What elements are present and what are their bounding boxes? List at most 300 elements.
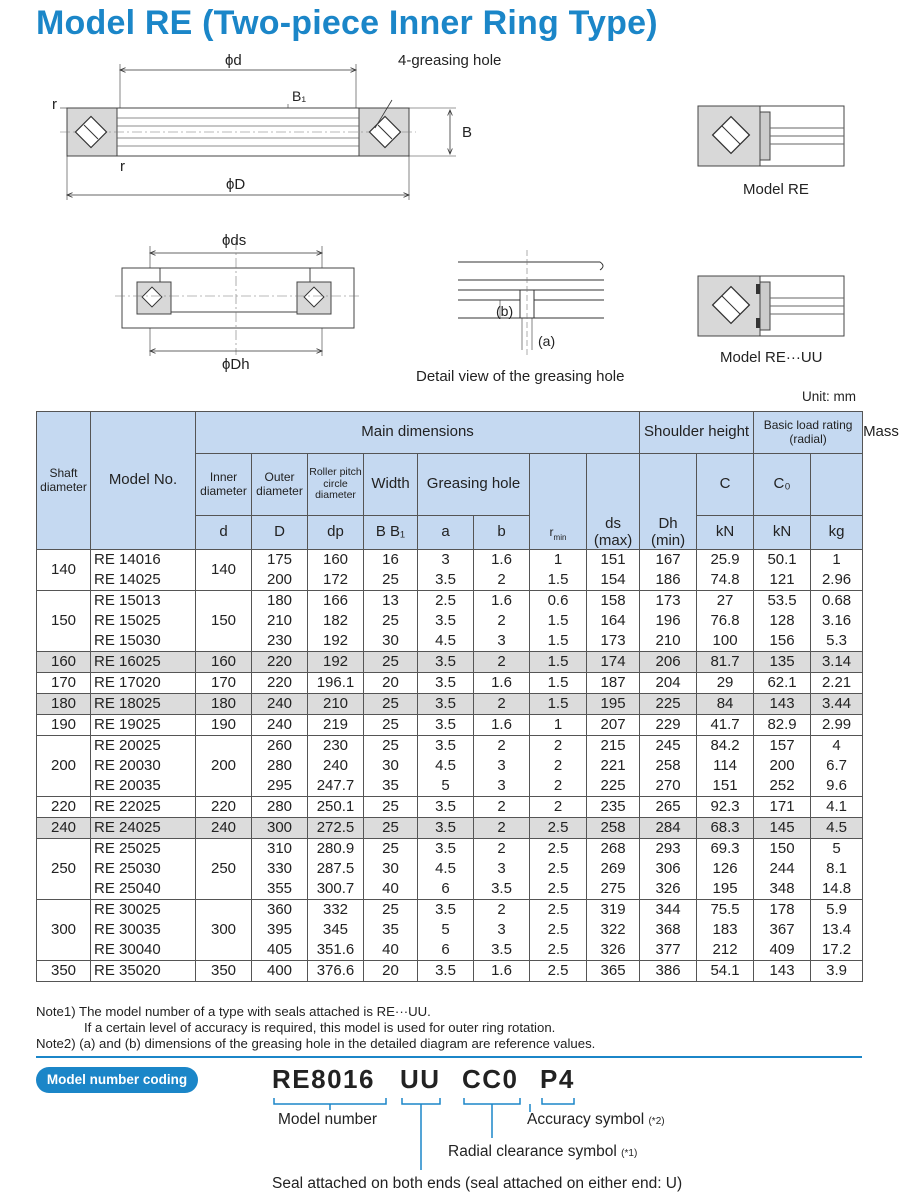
note-1: Note1) The model number of a type with seals attached is RE···UU.: [36, 1004, 431, 1019]
cell-mass: 14.8: [811, 879, 863, 900]
cell-a: 3.5: [418, 570, 474, 591]
cell-r: 0.6: [530, 591, 587, 612]
cell-C: 195: [697, 879, 754, 900]
cell-Dh: 204: [640, 673, 697, 694]
cell-C: 84: [697, 694, 754, 715]
cell-B: 25: [364, 900, 418, 921]
cell-dp: 376.6: [308, 961, 364, 982]
cell-D: 405: [252, 940, 308, 961]
cell-d: 180: [196, 694, 252, 715]
cell-d: 150: [196, 591, 252, 652]
cell-B: 40: [364, 940, 418, 961]
cell-model: RE 20030: [91, 756, 196, 776]
cell-shaft: 220: [37, 797, 91, 818]
header-c0: C₀: [754, 454, 811, 516]
cell-mass: 0.68: [811, 591, 863, 612]
table-row: [37, 611, 863, 631]
cell-r: 2.5: [530, 859, 587, 879]
r-label-top: r: [52, 96, 57, 113]
table-row: [37, 652, 863, 673]
cell-mass: 5: [811, 839, 863, 860]
cell-b: 2: [474, 797, 530, 818]
cell-b: 2: [474, 652, 530, 673]
cell-C0: 135: [754, 652, 811, 673]
cell-Dh: 258: [640, 756, 697, 776]
cell-shaft: 250: [37, 839, 91, 900]
cell-mass: 8.1: [811, 859, 863, 879]
r-label-bottom: r: [120, 158, 125, 175]
cell-ds: 322: [587, 920, 640, 940]
cell-r: 1.5: [530, 611, 587, 631]
cell-C0: 143: [754, 694, 811, 715]
header-inner: Inner diameter: [196, 454, 252, 516]
cell-dp: 240: [308, 756, 364, 776]
header-kn-c: kN: [697, 516, 754, 550]
table-row: [37, 879, 863, 900]
header-ds: ds (max): [587, 454, 640, 550]
cell-C0: 157: [754, 736, 811, 757]
cell-a: 3.5: [418, 818, 474, 839]
cell-b: 3.5: [474, 940, 530, 961]
cell-r: 2.5: [530, 940, 587, 961]
cell-model: RE 30025: [91, 900, 196, 921]
cell-C: 84.2: [697, 736, 754, 757]
cell-mass: 2.99: [811, 715, 863, 736]
cell-a: 3.5: [418, 839, 474, 860]
cell-ds: 319: [587, 900, 640, 921]
detail-caption: Detail view of the greasing hole: [416, 368, 625, 385]
shoulder-diagram: [115, 240, 360, 356]
cell-mass: 5.3: [811, 631, 863, 652]
cell-Dh: 265: [640, 797, 697, 818]
cell-Dh: 326: [640, 879, 697, 900]
cell-shaft: 350: [37, 961, 91, 982]
cell-C: 41.7: [697, 715, 754, 736]
table-row: [37, 591, 863, 612]
cell-C0: 200: [754, 756, 811, 776]
cell-mass: 3.44: [811, 694, 863, 715]
cell-mass: 4: [811, 736, 863, 757]
cell-b: 1.6: [474, 715, 530, 736]
header-bb1: B B₁: [364, 516, 418, 550]
note-2: Note2) (a) and (b) dimensions of the greasing hole in the detailed diagram are reference values.: [36, 1036, 596, 1051]
cell-r: 1.5: [530, 652, 587, 673]
cell-Dh: 167: [640, 550, 697, 571]
phi-D-label: ϕD: [226, 176, 246, 193]
cell-b: 3: [474, 859, 530, 879]
cell-a: 4.5: [418, 756, 474, 776]
cell-b: 2: [474, 570, 530, 591]
cell-Dh: 186: [640, 570, 697, 591]
cell-model: RE 15025: [91, 611, 196, 631]
cell-mass: 17.2: [811, 940, 863, 961]
cell-B: 25: [364, 715, 418, 736]
cell-D: 175: [252, 550, 308, 571]
cell-D: 355: [252, 879, 308, 900]
cell-a: 3.5: [418, 694, 474, 715]
header-b: b: [474, 516, 530, 550]
cell-b: 2: [474, 818, 530, 839]
table-row: [37, 550, 863, 571]
cell-b: 1.6: [474, 673, 530, 694]
cell-Dh: 225: [640, 694, 697, 715]
header-mass-blank: [811, 454, 863, 516]
cell-model: RE 25040: [91, 879, 196, 900]
cell-shaft: 140: [37, 550, 91, 591]
cell-a: 3.5: [418, 736, 474, 757]
cell-C: 76.8: [697, 611, 754, 631]
cell-Dh: 293: [640, 839, 697, 860]
table-row: [37, 673, 863, 694]
cell-C: 25.9: [697, 550, 754, 571]
phi-dh-label: ϕDh: [222, 356, 250, 373]
cell-B: 35: [364, 776, 418, 797]
cell-model: RE 18025: [91, 694, 196, 715]
cell-B: 20: [364, 673, 418, 694]
cell-shaft: 300: [37, 900, 91, 961]
cell-D: 210: [252, 611, 308, 631]
table-row: [37, 940, 863, 961]
cell-dp: 172: [308, 570, 364, 591]
cell-r: 2: [530, 776, 587, 797]
code-seal: UU: [400, 1064, 441, 1094]
cell-mass: 3.14: [811, 652, 863, 673]
cell-d: 170: [196, 673, 252, 694]
cell-C: 114: [697, 756, 754, 776]
cell-dp: 160: [308, 550, 364, 571]
cell-D: 260: [252, 736, 308, 757]
cell-model: RE 25025: [91, 839, 196, 860]
cell-Dh: 210: [640, 631, 697, 652]
table-row: [37, 900, 863, 921]
cell-r: 2.5: [530, 900, 587, 921]
cell-ds: 225: [587, 776, 640, 797]
cell-dp: 247.7: [308, 776, 364, 797]
cell-ds: 173: [587, 631, 640, 652]
table-row: [37, 920, 863, 940]
header-load-rating: Basic load rating (radial): [754, 412, 863, 454]
table-row: [37, 631, 863, 652]
b-detail-label: (b): [496, 303, 514, 319]
cell-dp: 166: [308, 591, 364, 612]
cell-b: 2: [474, 839, 530, 860]
cell-dp: 219: [308, 715, 364, 736]
cell-d: 190: [196, 715, 252, 736]
cell-b: 3: [474, 920, 530, 940]
cell-a: 3.5: [418, 611, 474, 631]
cell-dp: 192: [308, 652, 364, 673]
table-row: [37, 839, 863, 860]
cell-Dh: 344: [640, 900, 697, 921]
cell-C: 126: [697, 859, 754, 879]
cell-shaft: 170: [37, 673, 91, 694]
cell-ds: 195: [587, 694, 640, 715]
cell-ds: 151: [587, 550, 640, 571]
cell-model: RE 14016: [91, 550, 196, 571]
cell-a: 5: [418, 776, 474, 797]
cell-shaft: 150: [37, 591, 91, 652]
header-dh: Dh (min): [640, 454, 697, 550]
cell-b: 2: [474, 736, 530, 757]
cell-C0: 150: [754, 839, 811, 860]
cell-a: 3.5: [418, 673, 474, 694]
cell-dp: 182: [308, 611, 364, 631]
cell-dp: 300.7: [308, 879, 364, 900]
cell-a: 3: [418, 550, 474, 571]
header-kn-c0: kN: [754, 516, 811, 550]
cell-C: 54.1: [697, 961, 754, 982]
cell-C0: 128: [754, 611, 811, 631]
cell-a: 3.5: [418, 961, 474, 982]
cell-D: 280: [252, 797, 308, 818]
label-seal: Seal attached on both ends (seal attached on either end: U): [272, 1175, 683, 1192]
cell-shaft: 200: [37, 736, 91, 797]
cell-dp: 250.1: [308, 797, 364, 818]
cell-b: 1.6: [474, 961, 530, 982]
label-accuracy: Accuracy symbol (*2): [527, 1111, 665, 1128]
b-label: B: [462, 124, 473, 141]
cell-D: 200: [252, 570, 308, 591]
cell-model: RE 35020: [91, 961, 196, 982]
code-clearance: CC0: [462, 1064, 519, 1094]
cell-b: 1.6: [474, 550, 530, 571]
header-rmin: $r_{min}$: [530, 454, 587, 550]
cell-C0: 53.5: [754, 591, 811, 612]
cell-dp: 230: [308, 736, 364, 757]
cell-B: 25: [364, 694, 418, 715]
cell-C: 69.3: [697, 839, 754, 860]
cell-model: RE 25030: [91, 859, 196, 879]
cell-ds: 164: [587, 611, 640, 631]
cell-C: 81.7: [697, 652, 754, 673]
cell-mass: 3.16: [811, 611, 863, 631]
model-re-diagram: [698, 106, 844, 166]
cell-dp: 210: [308, 694, 364, 715]
cell-C0: 62.1: [754, 673, 811, 694]
cell-D: 230: [252, 631, 308, 652]
cell-model: RE 30040: [91, 940, 196, 961]
cell-r: 1: [530, 550, 587, 571]
cell-C: 29: [697, 673, 754, 694]
cell-C0: 367: [754, 920, 811, 940]
cell-mass: 2.96: [811, 570, 863, 591]
cell-B: 30: [364, 631, 418, 652]
cell-shaft: 190: [37, 715, 91, 736]
cell-C: 27: [697, 591, 754, 612]
cell-ds: 174: [587, 652, 640, 673]
cell-B: 40: [364, 879, 418, 900]
cell-D: 240: [252, 694, 308, 715]
table-row: [37, 961, 863, 982]
cell-d: 160: [196, 652, 252, 673]
cell-a: 3.5: [418, 715, 474, 736]
cell-D: 360: [252, 900, 308, 921]
cell-shaft: 180: [37, 694, 91, 715]
cell-B: 30: [364, 756, 418, 776]
header-c: C: [697, 454, 754, 516]
cell-b: 2: [474, 900, 530, 921]
cell-r: 2.5: [530, 839, 587, 860]
cell-C0: 121: [754, 570, 811, 591]
cell-dp: 280.9: [308, 839, 364, 860]
cell-d: 220: [196, 797, 252, 818]
cell-D: 180: [252, 591, 308, 612]
cell-b: 3.5: [474, 879, 530, 900]
cell-C0: 244: [754, 859, 811, 879]
cell-ds: 275: [587, 879, 640, 900]
table-row: [37, 715, 863, 736]
cell-r: 2.5: [530, 920, 587, 940]
cell-ds: 258: [587, 818, 640, 839]
cell-r: 1.5: [530, 673, 587, 694]
cell-model: RE 15013: [91, 591, 196, 612]
header-pitch: Roller pitch circle diameter: [308, 454, 364, 516]
cell-shaft: 160: [37, 652, 91, 673]
cell-a: 6: [418, 879, 474, 900]
cell-ds: 269: [587, 859, 640, 879]
table-row: [37, 797, 863, 818]
greasing-detail-diagram: [458, 250, 604, 355]
cell-B: 25: [364, 736, 418, 757]
cell-dp: 351.6: [308, 940, 364, 961]
cell-Dh: 270: [640, 776, 697, 797]
cell-model: RE 24025: [91, 818, 196, 839]
header-greasing: Greasing hole: [418, 454, 530, 516]
cell-shaft: 240: [37, 818, 91, 839]
cell-ds: 215: [587, 736, 640, 757]
cell-mass: 2.21: [811, 673, 863, 694]
cell-a: 2.5: [418, 591, 474, 612]
cell-Dh: 377: [640, 940, 697, 961]
unit-label: Unit: mm: [802, 389, 856, 404]
cell-D: 295: [252, 776, 308, 797]
cell-C0: 82.9: [754, 715, 811, 736]
header-shoulder: Shoulder height: [640, 412, 754, 454]
cell-mass: 9.6: [811, 776, 863, 797]
cell-a: 5: [418, 920, 474, 940]
phi-ds-label: ϕds: [222, 232, 247, 249]
cell-Dh: 196: [640, 611, 697, 631]
cell-b: 2: [474, 694, 530, 715]
table-row: [37, 736, 863, 757]
cell-a: 4.5: [418, 859, 474, 879]
cell-Dh: 306: [640, 859, 697, 879]
cell-C0: 348: [754, 879, 811, 900]
cell-D: 280: [252, 756, 308, 776]
model-re-uu-caption: Model RE···UU: [720, 349, 823, 366]
cell-d: 350: [196, 961, 252, 982]
cell-model: RE 17020: [91, 673, 196, 694]
table-row: [37, 694, 863, 715]
cell-ds: 365: [587, 961, 640, 982]
cell-model: RE 20025: [91, 736, 196, 757]
label-model-number: Model number: [278, 1111, 378, 1128]
table-row: [37, 818, 863, 839]
header-shaft: Shaft diameter: [37, 412, 91, 550]
cell-Dh: 173: [640, 591, 697, 612]
cell-B: 25: [364, 839, 418, 860]
cell-B: 25: [364, 797, 418, 818]
code-accuracy: P4: [540, 1064, 575, 1094]
cell-dp: 196.1: [308, 673, 364, 694]
cell-d: 300: [196, 900, 252, 961]
specification-table: Shaft diameter Model No. Main dimensions Shoulder height Basic load rating (radial) Mass Inner diameter Outer diameter Roller pitch circle diameter Width Greasing hole $r_{min}$ ds (max) Dh (min) C C₀ d D dp B B₁ a b kN kN kg 140 RE 14016 140 175 160 16 3 1.6 1 151 167 25.9 50.1 1 RE 14025 200 172 25 3.5 2 1.5 154 186 74.8 121 2.96 150 RE 15013 150 180 166 13 2.5 1.6 0.6 158 173 27 53.5 0.68 RE 15025 210 182 25 3.5 2 1.5 164 196 76.8 128 3.16 RE 15030 230 192 30 4.5 3 1.5 173 210 100 156 5.3 160 RE 16025 160 220 192 25 3.5 2 1.5 174 206 81.7 135 3.14 170 RE 17020 170 220 196.1 20 3.5 1.6 1.5 187 204 29 62.1 2.21 180 RE 18025 180 240 210 25 3.5 2 1.5 195 225 84 143 3.44 190 RE 19025 190 240 219 25 3.5 1.6 1 207 229 41.7 82.9 2.99 200 RE 20025 200 260 230 25 3.5 2 2 215 245 84.2 157 4 RE 20030 280 240 30 4.5 3 2 221 258 114 200 6.7 RE 20035 295 247.7 35 5 3 2 225 270 151 252 9.6 220 RE 22025 220 280 250.1 25 3.5 2 2 235 265 92.3 171 4.1 240 RE 24025 240 300 272.5 25 3.5 2 2.5 258 284 68.3 145 4.5 250 RE 25025 250 310 280.9 25 3.5 2 2.5 268 293 69.3 150 5 RE 25030 330 287.5 30 4.5 3 2.5 269 306 126 244 8.1 RE 25040 355 300.7 40 6 3.5 2.5 275 326 195 348 14.8 300 RE 30025 300 360 332 25 3.5 2 2.5 319 344 75.5 178 5.9 RE 30035 395 345 35 5 3 2.5 322 368 183 367 13.4 RE 30040 405 351.6 40 6 3.5 2.5 326 377 212 409 17.2 350 RE 35020 350 400 376.6 20 3.5 1.6 2.5 365 386 54.1 143 3.9: [36, 411, 863, 982]
model-re-uu-diagram: [698, 276, 844, 336]
phi-d-label: ϕd: [225, 52, 242, 69]
cell-Dh: 229: [640, 715, 697, 736]
cell-r: 2: [530, 736, 587, 757]
cell-B: 13: [364, 591, 418, 612]
cell-a: 3.5: [418, 797, 474, 818]
header-width: Width: [364, 454, 418, 516]
cell-D: 400: [252, 961, 308, 982]
cell-r: 1.5: [530, 570, 587, 591]
cell-r: 2.5: [530, 818, 587, 839]
cell-B: 25: [364, 570, 418, 591]
cell-B: 30: [364, 859, 418, 879]
header-D: D: [252, 516, 308, 550]
cell-C0: 156: [754, 631, 811, 652]
cell-mass: 6.7: [811, 756, 863, 776]
cell-B: 25: [364, 611, 418, 631]
cell-ds: 187: [587, 673, 640, 694]
b1-label: B₁: [292, 88, 307, 104]
a-detail-label: (a): [538, 333, 556, 349]
cell-r: 2.5: [530, 961, 587, 982]
cell-mass: 4.5: [811, 818, 863, 839]
cell-D: 220: [252, 673, 308, 694]
cell-model: RE 20035: [91, 776, 196, 797]
table-row: [37, 570, 863, 591]
cell-b: 3: [474, 776, 530, 797]
specification-table-body: [37, 550, 863, 982]
cell-mass: 5.9: [811, 900, 863, 921]
model-re-caption: Model RE: [743, 181, 809, 198]
cell-d: 240: [196, 818, 252, 839]
cell-C0: 145: [754, 818, 811, 839]
cell-ds: 235: [587, 797, 640, 818]
header-model-no: Model No.: [91, 412, 196, 550]
cell-ds: 326: [587, 940, 640, 961]
cell-model: RE 15030: [91, 631, 196, 652]
cell-r: 1.5: [530, 631, 587, 652]
page-title: Model RE (Two-piece Inner Ring Type): [36, 4, 658, 42]
cell-a: 6: [418, 940, 474, 961]
header-dp: dp: [308, 516, 364, 550]
cell-r: 2: [530, 756, 587, 776]
cell-d: 140: [196, 550, 252, 591]
cell-dp: 287.5: [308, 859, 364, 879]
cell-mass: 4.1: [811, 797, 863, 818]
cell-d: 200: [196, 736, 252, 797]
cell-b: 1.6: [474, 591, 530, 612]
header-main-dimensions: Main dimensions: [196, 412, 640, 454]
model-number-coding-badge: Model number coding: [36, 1067, 198, 1093]
code-model-number: RE8016: [272, 1064, 375, 1094]
cell-C: 212: [697, 940, 754, 961]
cell-C: 100: [697, 631, 754, 652]
cell-C0: 178: [754, 900, 811, 921]
cell-model: RE 19025: [91, 715, 196, 736]
cell-D: 240: [252, 715, 308, 736]
cell-D: 330: [252, 859, 308, 879]
cell-B: 20: [364, 961, 418, 982]
cell-ds: 221: [587, 756, 640, 776]
header-a: a: [418, 516, 474, 550]
cell-dp: 192: [308, 631, 364, 652]
cell-C: 74.8: [697, 570, 754, 591]
table-row: [37, 776, 863, 797]
